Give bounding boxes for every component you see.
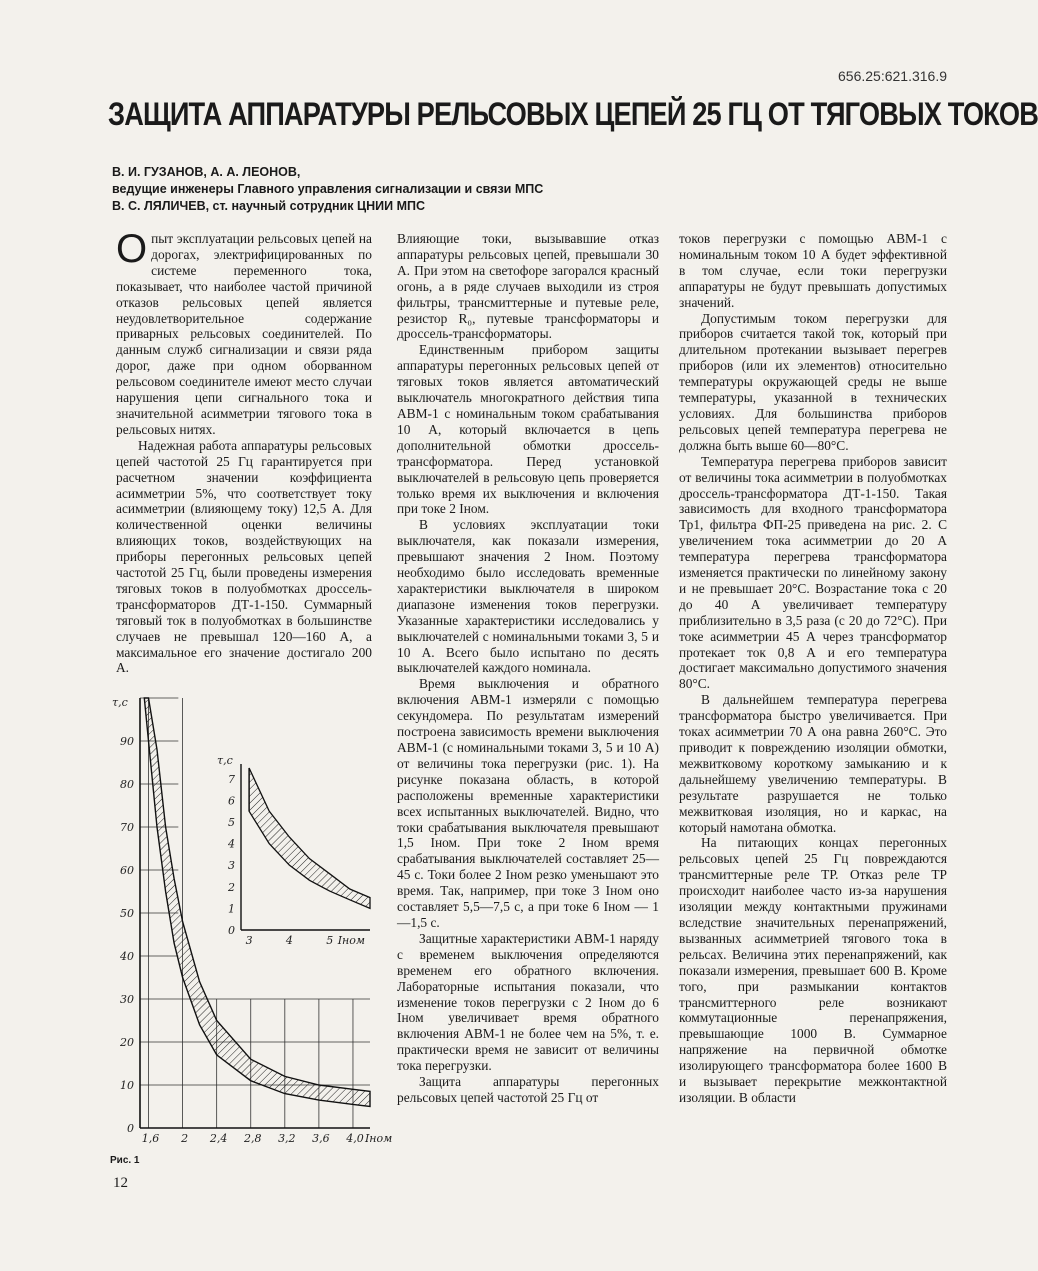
- paragraph: Температура перегрева приборов зависит от величины тока асимметрии в полуобмотках дроссель-трансформатора ДТ-1-150. Такая зависимость для входного трансформатора Тр1, фильтра ФП-25 приведена на рис. 2. С увеличением тока асимметрии до 20 А температура перегрева трансформатора изменяется практически по линейному закону и не превышает 20°С. Возрастание тока с 20 до 40 А увеличивает температуру приблизительно в 3,5 раза (с 20 до 72°С). При токе асимметрии 45 А через трансформатор протекает ток 0,8 А и его температура достигает максимально допустимого значения 80°С.: [679, 453, 947, 692]
- paragraph: Время выключения и обратного включения АВМ-1 измеряли с помощью секундомера. По результатам измерений построена зависимость времени выключения АВМ-1 (с номинальными токами 3, 5 и 10 А) от величины тока перегрузки (рис. 1). На рисунке показана область, в которой расположены временные характеристики всех испытанных выключателей. Видно, что токи срабатывания выключателя превышают 1,5 Iном. При токе 2 Iном время срабатывания выключателей составляет 25—45 с. Токи более 2 Iном резко уменьшают это время. Так, например, при токе 3 Iном оно составляет 5,5—7,5 с, а при токе 6 Iном — 1—1,5 с.: [397, 676, 659, 930]
- y-tick-label: 30: [120, 993, 134, 1006]
- authors-line-2: В. С. ЛЯЛИЧЕВ, ст. научный сотрудник ЦНИИ МПС: [112, 199, 425, 213]
- y-tick-label: 10: [120, 1079, 134, 1092]
- paragraph: В условиях эксплуатации токи выключателя, как показали измерения, превышают значения 2 Iном. Поэтому необходимо было исследовать временные характеристики выключателя в широком диапазоне изменения токов перегрузки. Указанные характеристики исследовались у выключателей с номинальными токами 3, 5 и 10 А. Всего было испытано по десять выключателей каждого номинала.: [397, 517, 659, 676]
- inset-x-tick: 3: [245, 934, 253, 947]
- y-axis-label: τ,c: [112, 696, 128, 709]
- inset-y-label: τ,c: [217, 754, 233, 767]
- y-tick-label: 60: [120, 864, 134, 877]
- inset-chart: [215, 752, 374, 956]
- inset-y-tick: 1: [228, 902, 235, 916]
- x-tick-label: 2,8: [243, 1132, 262, 1145]
- authors-block: [112, 164, 543, 215]
- x-tick-label: 3,2: [278, 1132, 296, 1145]
- inset-x-label: Iном: [337, 934, 366, 947]
- y-tick-label: 70: [120, 821, 134, 834]
- page-number: 12: [113, 1175, 128, 1191]
- y-tick-label: 80: [120, 778, 134, 791]
- authors-affiliation: ведущие инженеры Главного управления сигнализации и связи МПС: [112, 182, 544, 196]
- udc-code: 656.25:621.316.9: [838, 68, 947, 84]
- inset-y-tick: 4: [228, 837, 235, 851]
- y-tick-label: 50: [120, 907, 134, 920]
- paragraph: Допустимым током перегрузки для приборов считается такой ток, который при длительном протекании вызывает перегрев приборов (или их элементов) относительно температуры окружающей среды не выше температуры, указанной в технических условиях. Для большинства приборов рельсовых цепей температура перегрева не должна быть выше 60—80°С.: [679, 310, 947, 453]
- paragraph: На питающих концах перегонных рельсовых цепей 25 Гц повреждаются трансмиттерные реле ТР. Отказ реле ТР происходит наиболее часто из-за нарушения изоляции между контактными пружинами вследствие значительных перенапряжений, вызванных асимметрией тягового тока в рельсах. Величина этих перенапряжений, как показали измерения, превышает 600 В. Кроме того, при размыкании контактов трансмиттерного реле возникают коммутационные перенапряжения, превышающие 1000 В. Суммарное напряжение на первичной обмотке изолирующего трансформатора более 1600 В и вызывает перекрытие межконтактной изоляции. В области: [679, 835, 947, 1105]
- paragraph: Надежная работа аппаратуры рельсовых цепей частотой 25 Гц гарантируется при расчетном значении коэффициента асимметрии 5%, что соответствует току асимметрии (влияющему току) 12,5 А. Для количественной оценки величины влияющих токов, воздействующих на приборы перегонных рельсовых цепей частотой 25 Гц, были проведены измерения тяговых токов в полуобмотках дроссель-трансформаторов ДТ-1-150. Суммарный тяговый ток в полуобмотках в большинстве случаев не превышал 120—160 А, а максимальное его значение достигало 200 А.: [116, 437, 372, 676]
- y-tick-label: 0: [127, 1122, 134, 1135]
- x-tick-label: 2,4: [209, 1132, 228, 1145]
- y-tick-label: 40: [120, 950, 134, 963]
- paragraph: Защитные характеристики АВМ-1 наряду с временем выключения определяются временем его обратного включения. Лабораторные испытания показали, что изменение токов перегрузки с 2 Iном до 6 Iном увеличивает время обратного включения АВМ-1 не более чем на 5%, т. е. практически время не зависит от величины тока перегрузки.: [397, 930, 659, 1074]
- paragraph: [116, 227, 372, 438]
- x-tick-label: 3,6: [312, 1132, 330, 1145]
- column-3: [679, 231, 947, 1106]
- inset-y-tick: 5: [228, 816, 235, 829]
- paragraph: Влияющие токи, вызывавшие отказ аппаратуры рельсовых цепей, превышали 30 А. При этом на светофоре загорался красный огонь, а в ряде случаев выходили из строя фильтры, трансмиттерные и путевые реле, резистор R₀, путевые трансформаторы и дроссель-трансформаторы.: [397, 231, 659, 342]
- inset-y-tick: 6: [228, 794, 235, 808]
- figure-1-chart: [108, 690, 393, 1152]
- x-tick-label: 1,6: [141, 1132, 160, 1145]
- figure-1: [108, 690, 393, 1152]
- inset-y-tick: 2: [228, 880, 235, 894]
- inset-y-tick: 0: [228, 924, 235, 937]
- x-tick-label: 2: [181, 1132, 189, 1145]
- inset-x-tick: 4: [285, 934, 293, 947]
- x-tick-label: 4,0: [346, 1132, 364, 1145]
- paragraph-text: пыт эксплуатации рельсовых цепей на дорогах, электрифицированных по системе переменного тока, показывает, что наиболее частой причиной отказов рельсовых цепей является неудовлетворительное содержание приварных рельсовых соединителей. По данным служб сигнализации и связи ряда дорог, даже при одном оборванном рельсовом соединителе имеют место случаи нарушения цепи сигнального тока и значительной асимметрии тягового тока в рельсовых нитях.: [116, 231, 372, 437]
- paragraph: Единственным прибором защиты аппаратуры перегонных рельсовых цепей от тяговых токов является автоматический выключатель многократного действия типа АВМ-1 с номинальным током срабатывания 10 А, который включается в цепь дополнительной обмотки дроссель-трансформатора. Перед установкой выключателей в рельсовую цепь проверяется только время их выключения и включения при токе 2 Iном.: [397, 342, 659, 517]
- authors-line-1: В. И. ГУЗАНОВ, А. А. ЛЕОНОВ,: [112, 165, 301, 179]
- inset-x-tick: 5: [326, 934, 334, 947]
- article-title: ЗАЩИТА АППАРАТУРЫ РЕЛЬСОВЫХ ЦЕПЕЙ 25 ГЦ ОТ ТЯГОВЫХ ТОКОВ: [108, 96, 1038, 132]
- column-1: [116, 227, 372, 676]
- drop-cap: О: [116, 227, 148, 271]
- inset-y-tick: 7: [228, 772, 235, 786]
- y-tick-label: 20: [120, 1036, 134, 1049]
- x-axis-label: Iном: [364, 1132, 393, 1145]
- paragraph: токов перегрузки с помощью АВМ-1 с номинальным током 10 А будет эффективной в том случае, если токи перегрузки аппаратуры не будут превышать допустимых значений.: [679, 231, 947, 310]
- paragraph: Защита аппаратуры перегонных рельсовых цепей частотой 25 Гц от: [397, 1074, 659, 1105]
- column-2: [397, 231, 659, 1106]
- paragraph: В дальнейшем температура перегрева трансформатора быстро увеличивается. При токах асимметрии 70 А она равна 260°С. Это приводит к повреждению изоляции обмотки, межвитковому короткому замыканию и к дальнейшему увеличению температуры. В результате разрушается не только межвитковая изоляция, но и каркас, на который намотана обмотка.: [679, 692, 947, 835]
- inset-y-tick: 3: [228, 859, 235, 873]
- y-tick-label: 90: [120, 735, 134, 748]
- figure-caption: Рис. 1: [110, 1155, 140, 1166]
